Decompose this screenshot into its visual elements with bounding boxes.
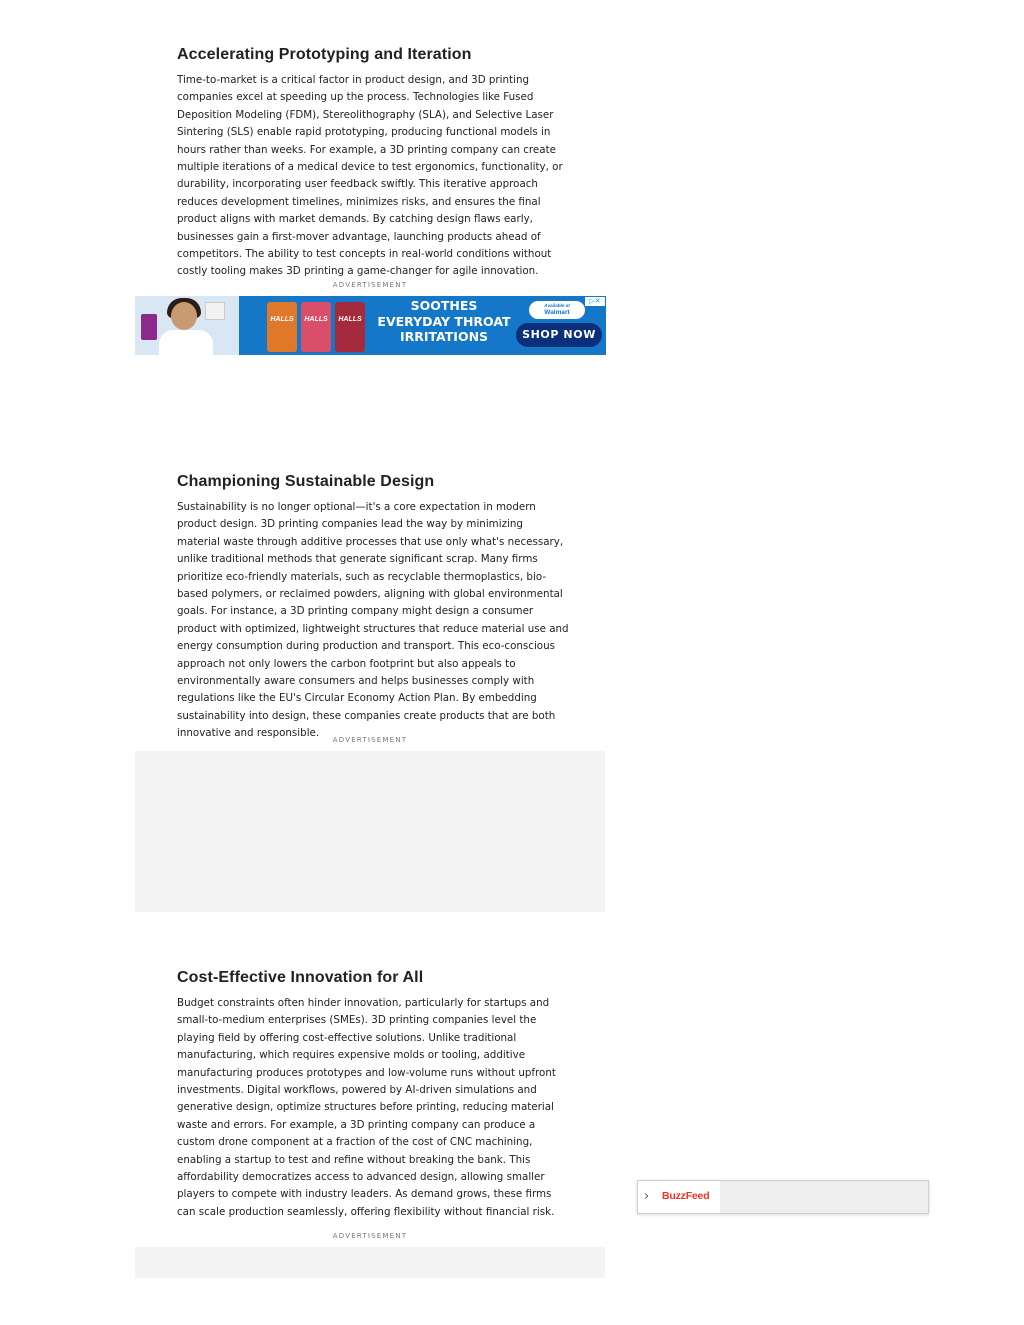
buzzfeed-widget[interactable] — [637, 1180, 929, 1214]
halls-pack: HALLS — [301, 302, 331, 352]
chevron-right-icon[interactable]: › — [644, 1189, 650, 1204]
adchoices-icon[interactable]: ▷✕ — [585, 297, 605, 306]
article-section-sustainable — [177, 473, 569, 743]
article-section-cost — [177, 969, 569, 1221]
shop-now-button[interactable]: SHOP NOW — [516, 323, 602, 347]
section-body: Budget constraints often hinder innovation, particularly for startups and small-to-medium enterprises (SMEs). 3D printing companies level the playing field by offering cost-effective solutions. Unlike traditional manufacturing, which requires expensive molds or tooling, additive manufacturing produces prototypes and low-volume runs without upfront investments. Digital workflows, powered by AI-driven simulations and generative design, optimize structures before printing, reducing material waste and errors. For example, a 3D printing company can produce a custom drone component at a fraction of the cost of CNC machining, enabling a startup to test and refine without breaking the bank. This affordability democratizes access to advanced design, allowing smaller players to compete with industry leaders. As demand grows, these firms can scale production seamlessly, offering flexibility without financial risk. — [177, 997, 556, 1218]
widget-brand-area — [638, 1181, 720, 1213]
ad-photo — [135, 296, 239, 355]
halls-pack: HALLS — [267, 302, 297, 352]
section-heading: Cost-Effective Innovation for All — [177, 969, 424, 986]
section-body: Sustainability is no longer optional—it's a core expectation in modern product design. 3D printing companies lead the way by minimizing material waste through additive processes that use only what's necessary, unlike traditional methods that generate significant scrap. Many firms prioritize eco-friendly materials, such as recyclable thermoplastics, bio-based polymers, or reclaimed powders, aligning with global environmental goals. For instance, a 3D printing company might design a consumer product with optimized, lightweight structures that reduce material use and energy consumption during production and transport. This eco-conscious approach not only lowers the carbon footprint but also appeals to environmentally aware consumers and helps businesses comply with regulations like the EU's Circular Economy Action Plan. By embedding sustainability into design, these companies create products that are both innovative and responsible. — [177, 501, 569, 740]
halls-banner-ad[interactable] — [135, 296, 606, 355]
ad-placeholder[interactable] — [135, 751, 605, 912]
section-heading: Accelerating Prototyping and Iteration — [177, 46, 472, 63]
buzzfeed-logo[interactable]: BuzzFeed — [662, 1190, 710, 1202]
section-body: Time-to-market is a critical factor in product design, and 3D printing companies excel at speeding up the process. Technologies like Fused Deposition Modeling (FDM), Stereolithography (SLA), and Selective Laser Sintering (SLS) enable rapid prototyping, producing functional models in hours rather than weeks. For example, a 3D printing company can create multiple iterations of a medical device to test ergonomics, functionality, or durability, incorporating user feedback swiftly. This iterative approach reduces development timelines, minimizes risks, and ensures the final product aligns with market demands. By catching design flaws early, businesses gain a first-mover advantage, launching products ahead of competitors. The ability to test concepts in real-world conditions without costly tooling makes 3D printing a game-changer for agile innovation. — [177, 74, 563, 278]
ad-label: ADVERTISEMENT — [332, 1232, 408, 1240]
ad-headline: SOOTHES EVERYDAY THROAT IRRITATIONS — [377, 298, 511, 344]
walmart-badge: Available at Walmart — [529, 301, 585, 319]
section-heading: Championing Sustainable Design — [177, 473, 435, 490]
ad-label: ADVERTISEMENT — [332, 281, 408, 289]
ad-placeholder[interactable] — [135, 1247, 605, 1278]
ad-label: ADVERTISEMENT — [332, 736, 408, 744]
halls-pack: HALLS — [335, 302, 365, 352]
article-section-prototyping — [177, 46, 569, 281]
